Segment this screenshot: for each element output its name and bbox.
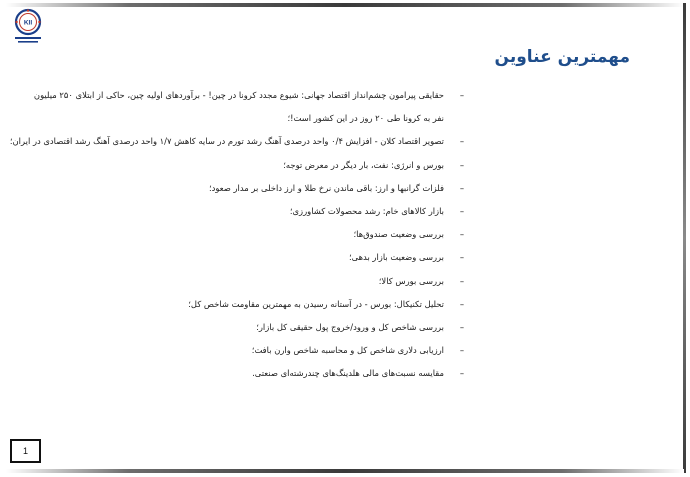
topic-item xyxy=(23,362,468,385)
topic-item xyxy=(23,293,468,316)
topic-text: مقایسه نسبت‌های مالی هلدینگ‌های چندرشته‌ای صنعتی. xyxy=(252,368,444,379)
topic-item xyxy=(23,154,468,177)
topic-item xyxy=(23,177,468,200)
topic-item xyxy=(23,84,468,130)
institute-seal-icon xyxy=(12,8,44,46)
page-title: مهمترین عناوین xyxy=(494,47,630,67)
right-border xyxy=(683,3,686,473)
bullet-dash: – xyxy=(459,182,464,193)
topic-text: تصویر اقتصاد کلان - افزایش ۰/۴ واحد درصدی آهنگ رشد تورم در سایه کاهش ۱/۷ واحد درصدی آهنگ رشد اقتصادی در ایران؛ xyxy=(9,136,444,147)
topic-text: بررسی بورس کالا؛ xyxy=(378,275,444,286)
bottom-border xyxy=(6,469,684,473)
topic-item xyxy=(23,246,468,269)
top-border xyxy=(6,3,684,7)
topic-text: حقایقی پیرامون چشم‌انداز اقتصاد جهانی: شیوع مجدد کرونا در چین! - برآوردهای اولیه چین، حاکی از ابتلای ۲۵۰ میلیون نفر به کرونا طی ۲۰ روز در این کشور است!؛ xyxy=(33,90,444,124)
bullet-dash: – xyxy=(459,298,464,309)
topic-text: بازار کالاهای خام: رشد محصولات کشاورزی؛ xyxy=(289,206,444,217)
topic-item xyxy=(9,130,468,153)
topic-item xyxy=(23,223,468,246)
topic-item xyxy=(23,200,468,223)
topic-text: ارزیابی دلاری شاخص کل و محاسبه شاخص وارن بافت؛ xyxy=(251,345,444,356)
topic-text: بررسی شاخص کل و ورود/خروج پول حقیقی کل بازار؛ xyxy=(256,322,444,333)
topic-item xyxy=(23,316,468,339)
bullet-dash: – xyxy=(459,368,464,379)
bullet-dash: – xyxy=(459,206,464,217)
bullet-dash: – xyxy=(459,345,464,356)
bullet-dash: – xyxy=(459,252,464,263)
topic-text: بررسی وضعیت بازار بدهی؛ xyxy=(348,252,444,263)
topics-list xyxy=(9,84,468,386)
topic-item xyxy=(23,339,468,362)
svg-text:KII: KII xyxy=(23,19,33,27)
topic-text: بورس و انرژی: نفت، بار دیگر در معرض توجه؛ xyxy=(283,159,444,170)
topic-text: فلزات گرانبها و ارز: باقی ماندن نرخ طلا و ارز داخلی بر مدار صعود؛ xyxy=(208,182,444,193)
topic-text: بررسی وضعیت صندوق‌ها؛ xyxy=(353,229,444,240)
page-number: 1 xyxy=(10,439,41,463)
bullet-dash: – xyxy=(459,159,464,170)
bullet-dash: – xyxy=(459,275,464,286)
bullet-dash: – xyxy=(459,136,464,147)
bullet-dash: – xyxy=(459,229,464,240)
topic-text: تحلیل تکنیکال: بورس - در آستانه رسیدن به مهمترین مقاومت شاخص کل؛ xyxy=(188,298,444,309)
bullet-dash: – xyxy=(459,90,464,100)
bullet-dash: – xyxy=(459,322,464,333)
topic-item xyxy=(23,270,468,293)
